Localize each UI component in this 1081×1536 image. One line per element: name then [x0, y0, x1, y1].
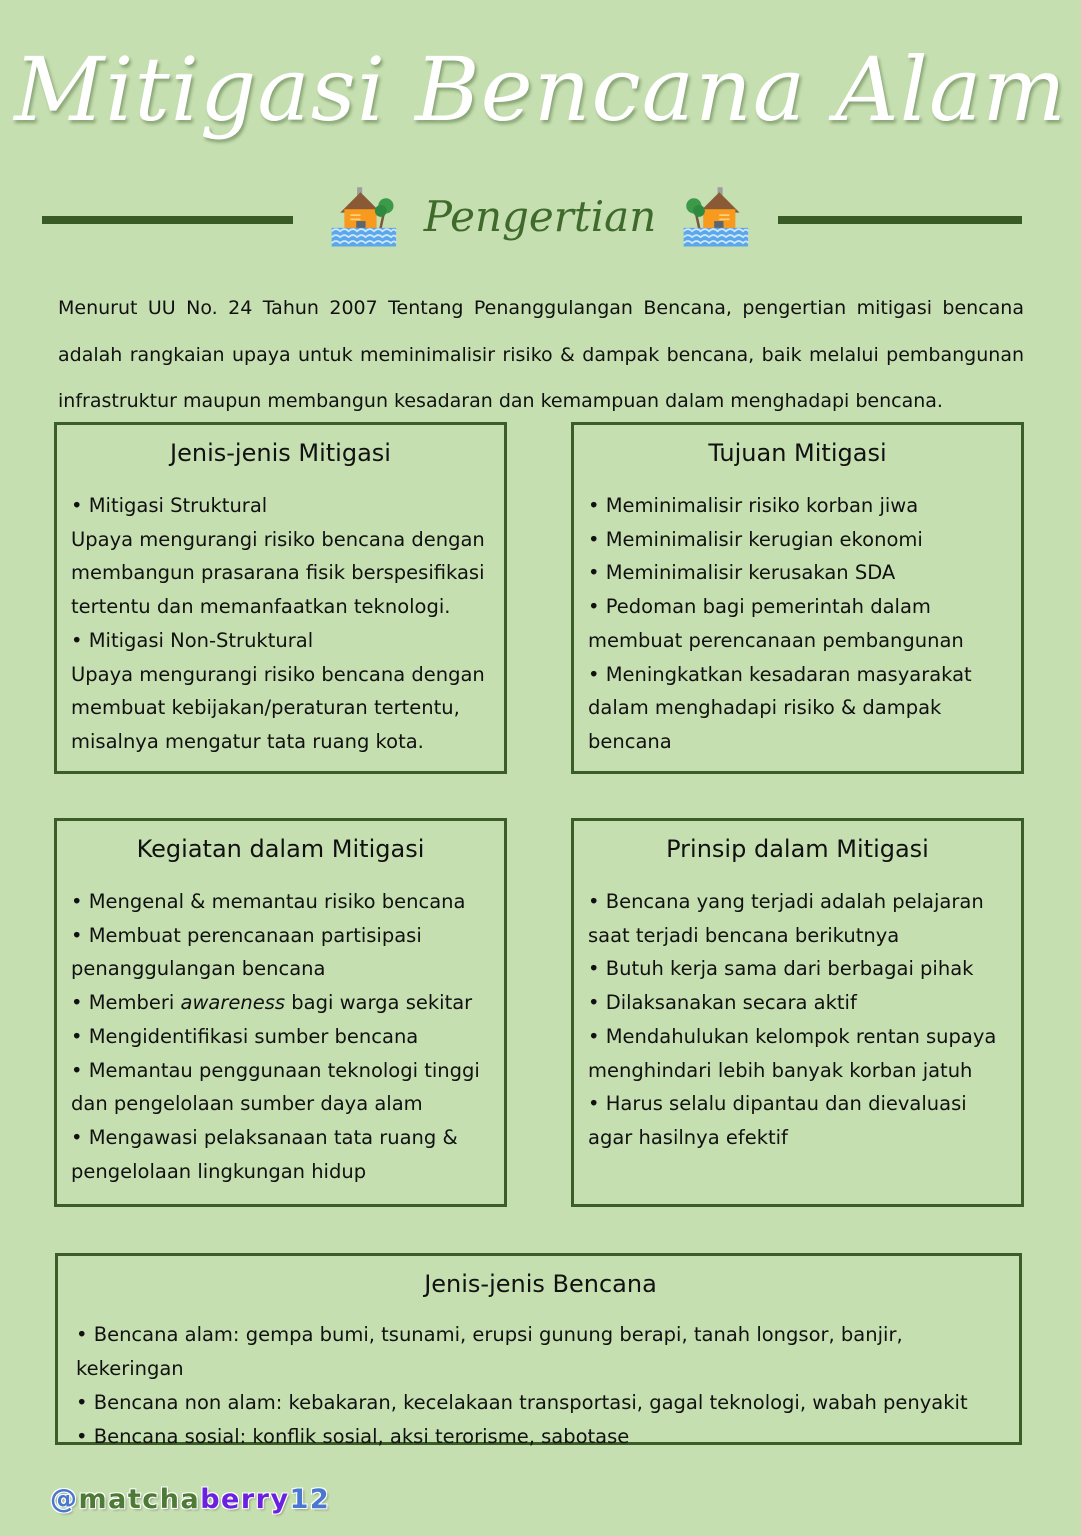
list-item: • Harus selalu dipantau dan dievaluasi agar hasilnya efektif: [588, 1087, 1007, 1154]
box-title: Tujuan Mitigasi: [708, 439, 887, 467]
watermark-part2: berry: [200, 1484, 290, 1515]
list-item: • Butuh kerja sama dari berbagai pihak: [588, 952, 1007, 986]
list-item-heading: • Mitigasi Struktural: [71, 489, 490, 523]
list-item: • Mendahulukan kelompok rentan supaya menghindari lebih banyak korban jatuh: [588, 1020, 1007, 1087]
list-item: • Pedoman bagi pemerintah dalam membuat perencanaan pembangunan: [588, 590, 1007, 657]
section-heading-label: Pengertian: [423, 191, 657, 241]
list-item: • Bencana alam: gempa bumi, tsunami, erupsi gunung berapi, tanah longsor, banjir, kekeringan: [76, 1318, 1005, 1386]
box-jenis-bencana: [55, 1253, 1022, 1448]
list-item: • Mengenal & memantau risiko bencana: [71, 885, 490, 919]
tujuan-list: [588, 489, 1007, 759]
divider-right: [778, 216, 1022, 224]
watermark-at: @: [50, 1484, 79, 1515]
list-item: • Bencana non alam: kebakaran, kecelakaan transportasi, gagal teknologi, wabah penyakit: [76, 1386, 1005, 1420]
page-title: Mitigasi Bencana Alam: [14, 38, 1067, 141]
list-item: • Mengawasi pelaksanaan tata ruang & pengelolaan lingkungan hidup: [71, 1121, 490, 1188]
text: Memberi: [88, 991, 181, 1015]
list-item: • Bencana sosial: konflik sosial, aksi terorisme, sabotase: [76, 1420, 1005, 1454]
list-item: • Meningkatkan kesadaran masyarakat dalam menghadapi risiko & dampak bencana: [588, 658, 1007, 759]
author-watermark: [50, 1484, 330, 1515]
emphasis-text: awareness: [180, 991, 286, 1015]
watermark-part1: matcha: [78, 1484, 201, 1515]
bencana-list: [76, 1318, 1005, 1454]
box-title: Jenis-jenis Bencana: [424, 1270, 657, 1298]
list-item: [71, 986, 490, 1020]
list-item: • Bencana yang terjadi adalah pelajaran saat terjadi bencana berikutnya: [588, 885, 1007, 952]
list-item-description: Upaya mengurangi risiko bencana dengan membangun prasarana fisik berspesifikasi tertentu dan memanfaatkan teknologi.: [71, 527, 485, 619]
list-item: • Meminimalisir risiko korban jiwa: [588, 489, 1007, 523]
box-jenis-mitigasi: [54, 422, 507, 774]
list-item: • Dilaksanakan secara aktif: [588, 986, 1007, 1020]
box-title: Kegiatan dalam Mitigasi: [136, 835, 425, 863]
kegiatan-list: [71, 885, 490, 1188]
list-item-heading: • Mitigasi Non-Struktural: [71, 624, 490, 658]
box-kegiatan-mitigasi: [54, 818, 507, 1207]
text: bagi warga sekitar: [285, 991, 473, 1015]
intro-paragraph: Menurut UU No. 24 Tahun 2007 Tentang Penanggulangan Bencana, pengertian mitigasi bencana adalah rangkaian upaya untuk meminimalisir risiko & dampak bencana, baik melalui pembangunan infrastruktur maupun membangun kesadaran dan kemampuan dalam menghadapi bencana.: [58, 297, 1024, 412]
house-flood-icon: [330, 179, 398, 253]
box-title: Jenis-jenis Mitigasi: [170, 439, 391, 467]
list-item: • Memantau penggunaan teknologi tinggi dan pengelolaan sumber daya alam: [71, 1054, 490, 1121]
box-tujuan-mitigasi: [571, 422, 1024, 774]
box-prinsip-mitigasi: [571, 818, 1024, 1207]
house-flood-icon: [682, 179, 750, 253]
list-item: • Meminimalisir kerusakan SDA: [588, 556, 1007, 590]
list-item-description: Upaya mengurangi risiko bencana dengan membuat kebijakan/peraturan tertentu, misalnya mengatur tata ruang kota.: [71, 662, 485, 753]
list-item: • Membuat perencanaan partisipasi penanggulangan bencana: [71, 919, 490, 986]
prinsip-list: [588, 885, 1007, 1155]
watermark-part3: 12: [289, 1484, 331, 1515]
section-heading-pengertian: [330, 176, 750, 256]
list-item: • Meminimalisir kerugian ekonomi: [588, 523, 1007, 557]
box-title: Prinsip dalam Mitigasi: [666, 835, 929, 863]
list-item: • Mengidentifikasi sumber bencana: [71, 1020, 490, 1054]
divider-left: [42, 216, 293, 224]
